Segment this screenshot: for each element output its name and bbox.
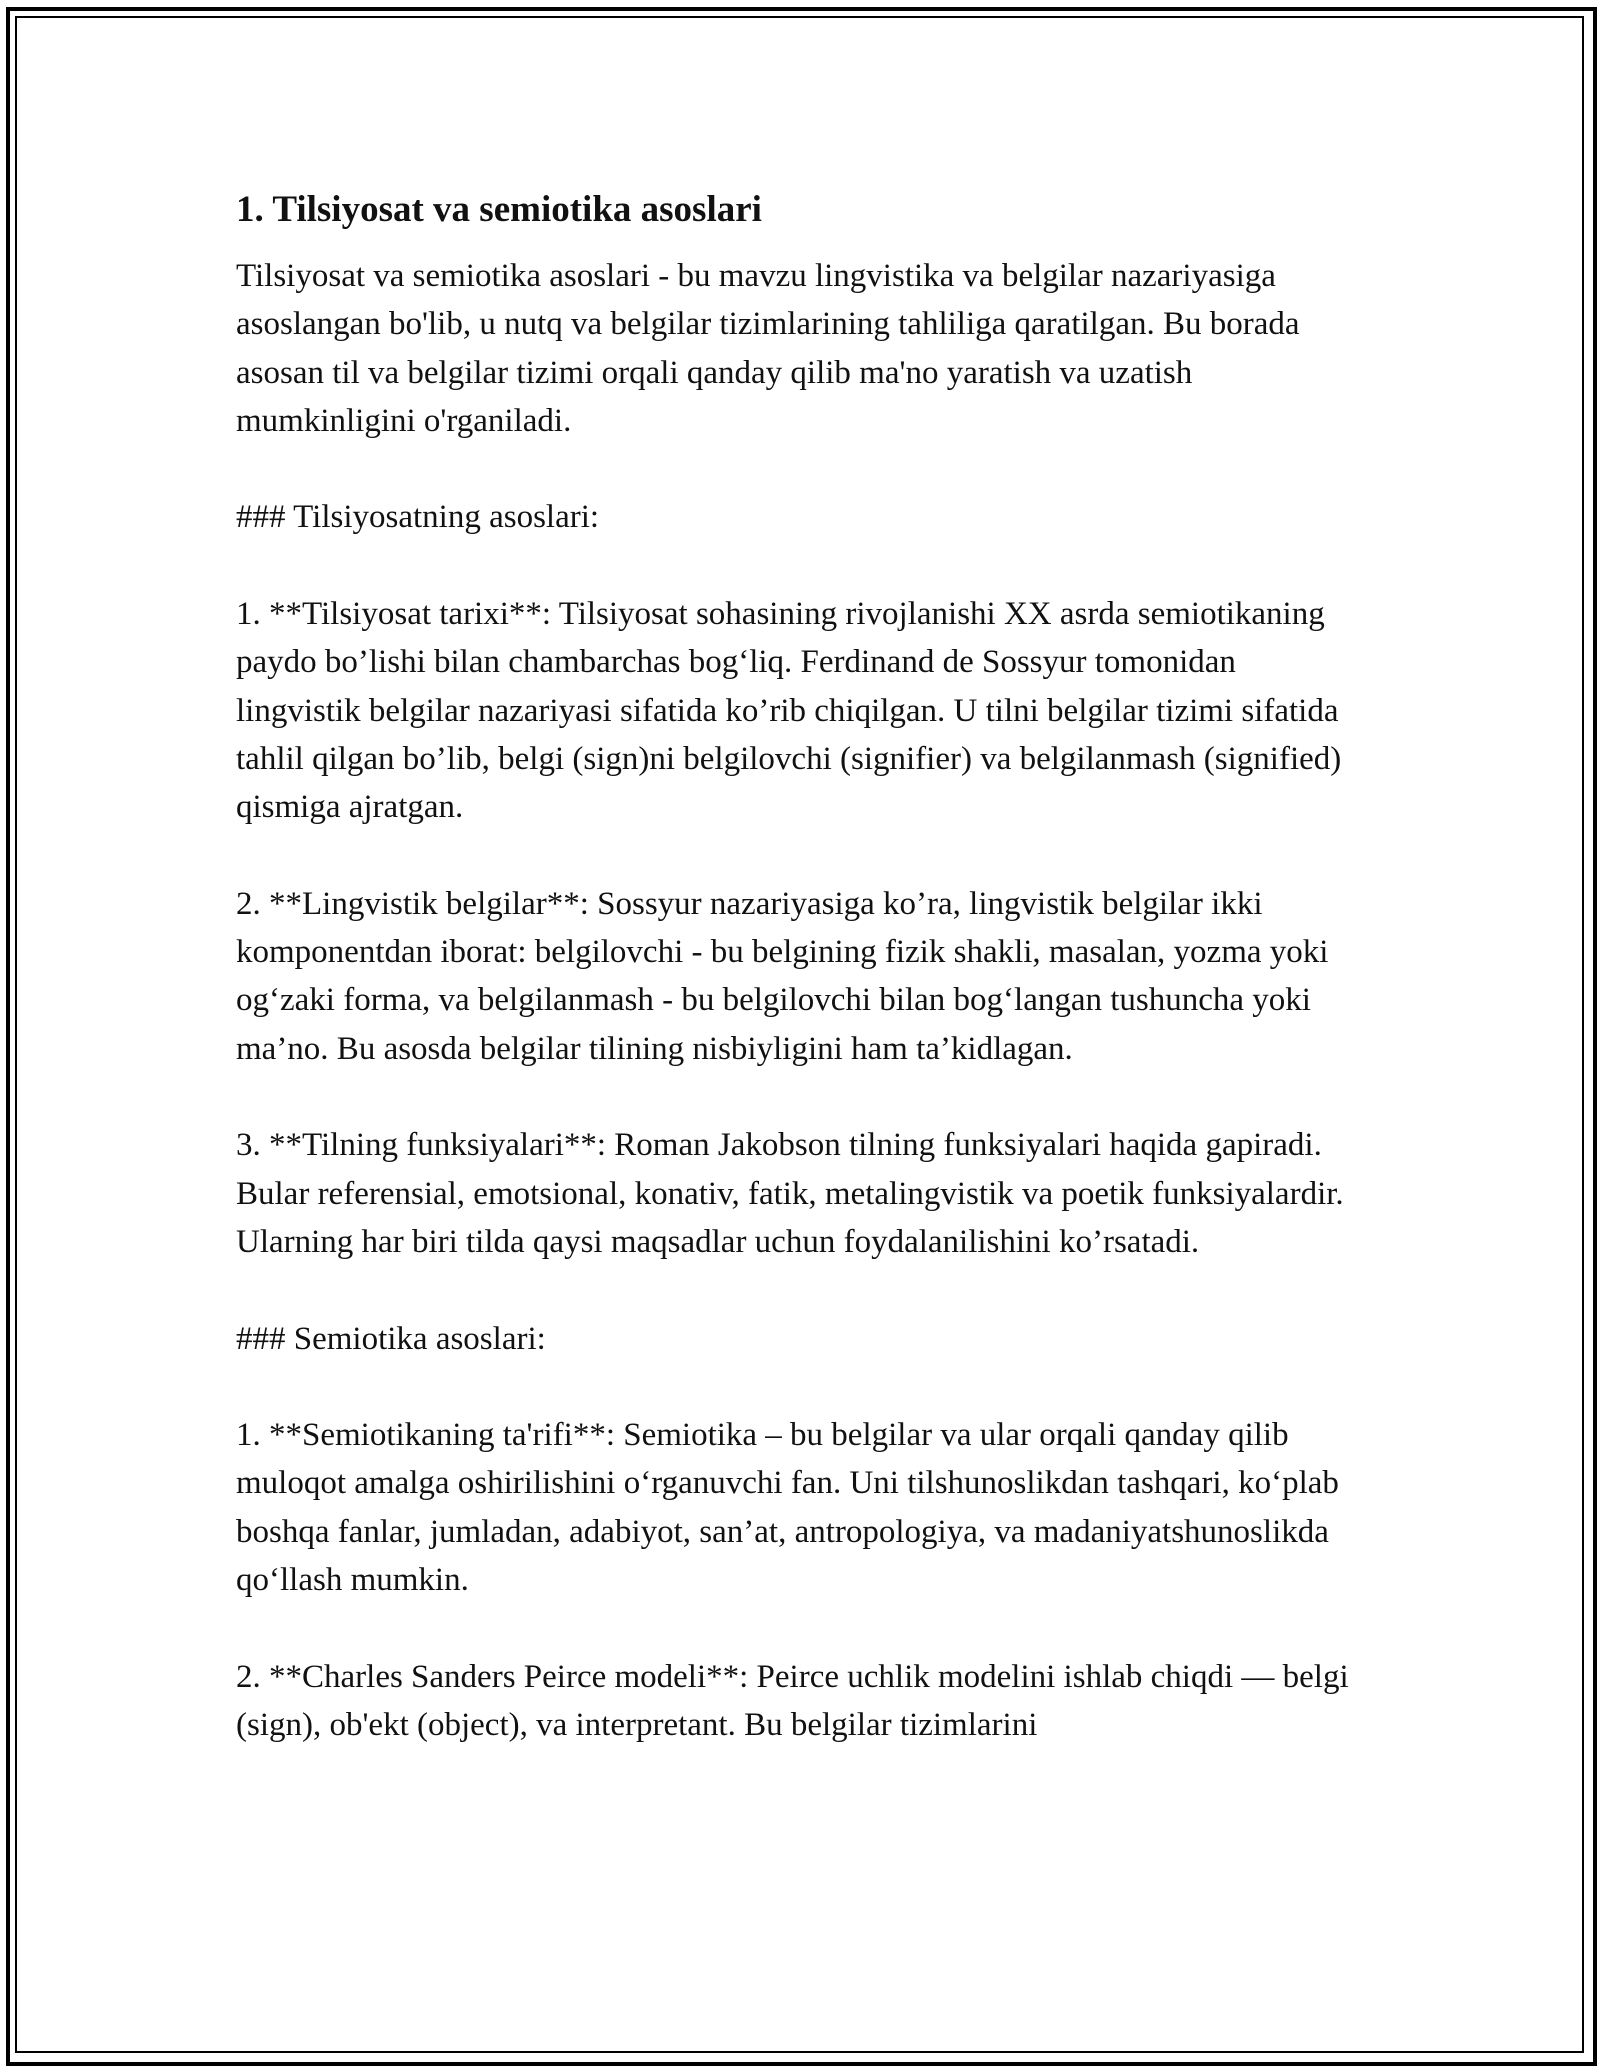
list-item-semiotikaning-tarifi: 1. **Semiotikaning ta'rifi**: Semiotika – bu belgilar va ular orqali qanday qilib muloqot amalga oshirilishini o‘rganuvchi fan. Uni tilshunoslikdan tashqari, ko‘plab boshqa fanlar, jumladan, adabiyot, san’at, antropologiya, va madaniyatshunoslikda qo‘llash mumkin. xyxy=(236,1417,1339,1599)
document-title: 1. Tilsiyosat va semiotika asoslari xyxy=(236,189,762,230)
list-item-tilsiyosat-tarixi: 1. **Tilsiyosat tarixi**: Tilsiyosat sohasining rivojlanishi XX asrda semiotikaning paydo bo’lishi bilan chambarchas bog‘liq. Ferdinand de Sossyur tomonidan lingvistik belgilar nazariyasi sifatida ko’rib chiqilgan. U tilni belgilar tizimi sifatida tahlil qilgan bo’lib, belgi (sign)ni belgilovchi (signifier) va belgilanmash (signified) qismiga ajratgan. xyxy=(236,596,1342,826)
document-body xyxy=(236,186,1366,1749)
list-item-peirce-modeli: 2. **Charles Sanders Peirce modeli**: Peirce uchlik modelini ishlab chiqdi — belgi (sign), ob'ekt (object), va interpretant. Bu belgilar tizimlarini xyxy=(236,1658,1349,1743)
section-heading-semiotika: ### Semiotika asoslari: xyxy=(236,1320,546,1357)
intro-paragraph: Tilsiyosat va semiotika asoslari - bu mavzu lingvistika va belgilar nazariyasiga asoslangan bo'lib, u nutq va belgilar tizimlarining tahliliga qaratilgan. Bu borada asosan til va belgilar tizimi orqali qanday qilib ma'no yaratish va uzatish mumkinligini o'rganiladi. xyxy=(236,258,1300,439)
list-item-lingvistik-belgilar: 2. **Lingvistik belgilar**: Sossyur nazariyasiga ko’ra, lingvistik belgilar ikki komponentdan iborat: belgilovchi - bu belgining fizik shakli, masalan, yozma yoki og‘zaki forma, va belgilanmash - bu belgilovchi bilan bog‘langan tushuncha yoki ma’no. Bu asosda belgilar tilining nisbiyligini ham ta’kidlagan. xyxy=(236,885,1329,1067)
section-heading-tilsiyosat: ### Tilsiyosatning asoslari: xyxy=(236,499,600,536)
list-item-tilning-funksiyalari: 3. **Tilning funksiyalari**: Roman Jakobson tilning funksiyalari haqida gapiradi. Bular referensial, emotsional, konativ, fatik, metalingvistik va poetik funksiyalardir. Ularning har biri tilda qaysi maqsadlar uchun foydalanilishini ko’rsatadi. xyxy=(236,1127,1344,1260)
